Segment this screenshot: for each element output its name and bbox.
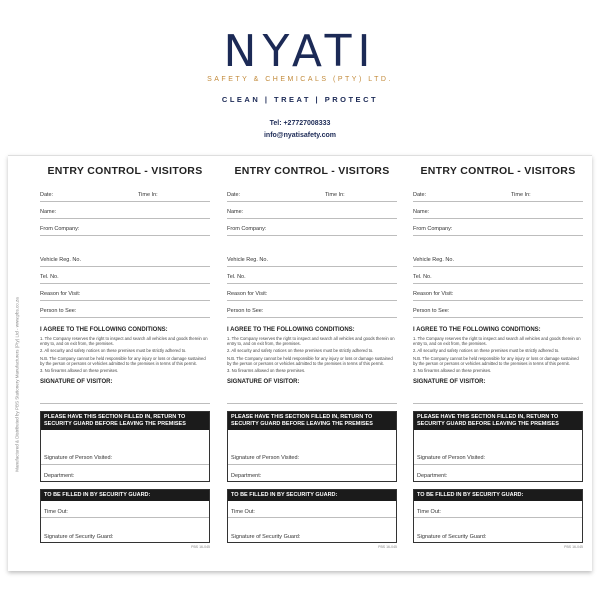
- return-section: [413, 411, 583, 482]
- conditions-text: 1. The Company reserves the right to inspect and search all vehicles and goods therein on entry to, and on exit from, the premises. 2. All security and safety notices on these premises must be strictly adhered to. N.B. The Company cannot be held responsible for any injury or loss or damage sustained by the person or persons or vehicles admitted to the premises in terms of this permit. 3. No firearms allowed on these premises.: [40, 336, 208, 374]
- ref-code: PBS 16-045: [378, 545, 397, 550]
- department-field: Department:: [231, 473, 262, 480]
- date-field: Date: Time In:: [227, 185, 397, 202]
- name-field: Name:: [413, 202, 583, 219]
- form-title: ENTRY CONTROL - VISITORS: [420, 165, 576, 177]
- security-signature: Signature of Security Guard:: [417, 533, 487, 540]
- security-section: [413, 489, 583, 543]
- person-field: Person to See:: [227, 301, 397, 318]
- contact-phone: Tel: +27727008333: [269, 120, 331, 127]
- visitor-signature: SIGNATURE OF VISITOR:: [40, 379, 210, 404]
- ref-code: PBS 16-045: [564, 545, 583, 550]
- name-field: Name:: [40, 202, 210, 219]
- security-signature: Signature of Security Guard:: [44, 533, 114, 540]
- conditions-text: 1. The Company reserves the right to inspect and search all vehicles and goods therein on entry to, and on exit from, the premises. 2. All security and safety notices on these premises must be strictly adhered to. N.B. The Company cannot be held responsible for any injury or loss or damage sustained by the person or persons or vehicles admitted to the premises in terms of this permit. 3. No firearms allowed on these premises.: [413, 336, 581, 374]
- conditions-heading: I AGREE TO THE FOLLOWING CONDITIONS:: [413, 327, 541, 333]
- person-field: Person to See:: [413, 301, 583, 318]
- conditions-heading: I AGREE TO THE FOLLOWING CONDITIONS:: [40, 327, 168, 333]
- company-field: From Company:: [40, 219, 210, 236]
- vehicle-field: Vehicle Reg. No.: [40, 236, 210, 267]
- return-section: [40, 411, 210, 482]
- company-field: From Company:: [227, 219, 397, 236]
- return-section: [227, 411, 397, 482]
- tel-field: Tel. No.: [413, 267, 583, 284]
- person-visited-signature: Signature of Person Visited:: [414, 430, 582, 465]
- conditions-heading: I AGREE TO THE FOLLOWING CONDITIONS:: [227, 327, 355, 333]
- time-out-field: Time Out:: [41, 501, 209, 518]
- visitor-signature: SIGNATURE OF VISITOR:: [413, 379, 583, 404]
- date-field: Date: Time In:: [413, 185, 583, 202]
- form-title: ENTRY CONTROL - VISITORS: [47, 165, 203, 177]
- visitor-form-2: [227, 165, 397, 565]
- brand-tagline: CLEAN | TREAT | PROTECT: [221, 95, 379, 104]
- vehicle-field: Vehicle Reg. No.: [227, 236, 397, 267]
- return-notice: PLEASE HAVE THIS SECTION FILLED IN, RETURN TO SECURITY GUARD BEFORE LEAVING THE PREMISES: [41, 412, 209, 430]
- contact-email: info@nyatisafety.com: [263, 132, 337, 139]
- security-section: [227, 489, 397, 543]
- visitor-form-1: [40, 165, 210, 565]
- security-heading: TO BE FILLED IN BY SECURITY GUARD:: [41, 490, 209, 501]
- security-section: [40, 489, 210, 543]
- side-print: Manufactured & Distributed by PBS Stationery Manufacturers (Pty) Ltd - www.pbs.co.za: [14, 297, 20, 472]
- visitor-form-3: [413, 165, 583, 565]
- reason-field: Reason for Visit:: [227, 284, 397, 301]
- time-out-field: Time Out:: [414, 501, 582, 518]
- vehicle-field: Vehicle Reg. No.: [413, 236, 583, 267]
- reason-field: Reason for Visit:: [413, 284, 583, 301]
- date-field: Date: Time In:: [40, 185, 210, 202]
- person-field: Person to See:: [40, 301, 210, 318]
- brand-header: [0, 26, 600, 142]
- time-out-field: Time Out:: [228, 501, 396, 518]
- return-notice: PLEASE HAVE THIS SECTION FILLED IN, RETURN TO SECURITY GUARD BEFORE LEAVING THE PREMISES: [228, 412, 396, 430]
- logo-wordmark: NYATI: [223, 26, 377, 77]
- logo-subtitle: SAFETY & CHEMICALS (PTY) LTD.: [207, 76, 393, 83]
- security-heading: TO BE FILLED IN BY SECURITY GUARD:: [228, 490, 396, 501]
- tel-field: Tel. No.: [227, 267, 397, 284]
- company-field: From Company:: [413, 219, 583, 236]
- person-visited-signature: Signature of Person Visited:: [41, 430, 209, 465]
- form-title: ENTRY CONTROL - VISITORS: [234, 165, 390, 177]
- ref-code: PBS 16-045: [191, 545, 210, 550]
- person-visited-signature: Signature of Person Visited:: [228, 430, 396, 465]
- visitor-signature: SIGNATURE OF VISITOR:: [227, 379, 397, 404]
- name-field: Name:: [227, 202, 397, 219]
- contact-block: [0, 118, 600, 142]
- security-signature: Signature of Security Guard:: [231, 533, 301, 540]
- security-heading: TO BE FILLED IN BY SECURITY GUARD:: [414, 490, 582, 501]
- department-field: Department:: [417, 473, 448, 480]
- conditions-text: 1. The Company reserves the right to inspect and search all vehicles and goods therein on entry to, and on exit from, the premises. 2. All security and safety notices on these premises must be strictly adhered to. N.B. The Company cannot be held responsible for any injury or loss or damage sustained by the person or persons or vehicles admitted to the premises in terms of this permit. 3. No firearms allowed on these premises.: [227, 336, 395, 374]
- return-notice: PLEASE HAVE THIS SECTION FILLED IN, RETURN TO SECURITY GUARD BEFORE LEAVING THE PREMISES: [414, 412, 582, 430]
- tel-field: Tel. No.: [40, 267, 210, 284]
- reason-field: Reason for Visit:: [40, 284, 210, 301]
- department-field: Department:: [44, 473, 75, 480]
